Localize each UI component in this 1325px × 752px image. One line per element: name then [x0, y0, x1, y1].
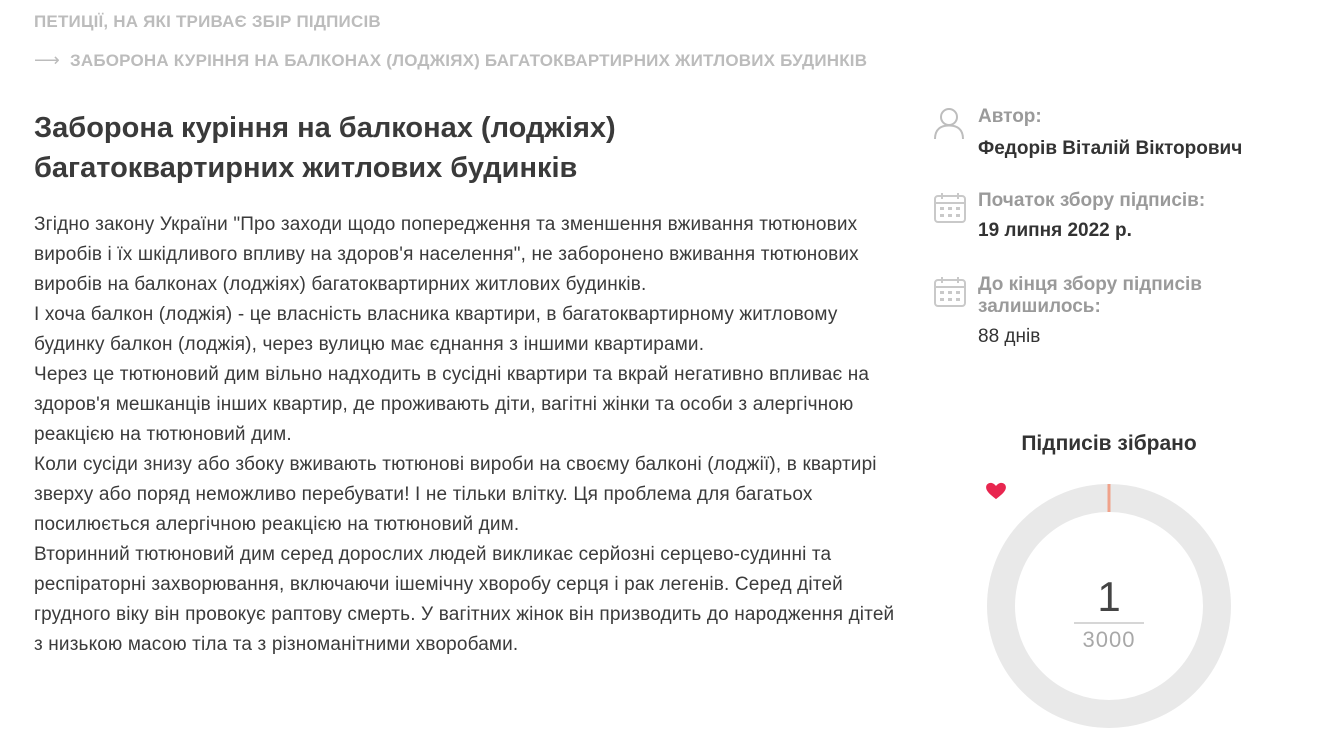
- calendar-icon: [932, 190, 968, 226]
- breadcrumb-current: [34, 50, 867, 71]
- signatures-goal: 3000: [1082, 627, 1136, 652]
- petition-title: [34, 108, 754, 188]
- breadcrumb-parent-link[interactable]: ПЕТИЦІЇ, НА ЯКІ ТРИВАЄ ЗБІР ПІДПИСІВ: [34, 12, 381, 31]
- remaining-label: До кінця збору підписів залишилось:: [978, 274, 1202, 317]
- petition-body: [34, 210, 904, 660]
- remaining-block: [932, 274, 1312, 354]
- author-name: Федорів Віталій Вікторович: [978, 138, 1243, 159]
- petition-paragraph: Згідно закону України "Про заходи щодо попередження та зменшення вживання тютюнових виробів і їх шкідливого впливу на здоров'я населення", не заборонено вживання тютюнових виробів на балконах (лоджіях) багатоквартирних житлових будинків.: [34, 214, 859, 295]
- count-divider: [1074, 622, 1144, 624]
- user-icon: [932, 106, 968, 142]
- petition-paragraph: Вторинний тютюновий дим серед дорослих людей викликає серйозні серцево-судинні та респіраторні захворювання, включаючи ішемічну хворобу серця і рак легенів. Серед дітей грудного віку він провокує раптову смерть. У вагітних жінок він призводить до народження дітей з низькою масою тіла та з різноманітними хворобами.: [34, 544, 895, 655]
- petition-title-line2: багатоквартирних житлових будинків: [34, 152, 578, 184]
- petition-paragraph: І хоча балкон (лоджія) - це власність власника квартири, в багатоквартирному житловому будинку балкон (лоджія), через вулицю має єднання з іншими квартирами.: [34, 304, 838, 355]
- signatures-title: Підписів зібрано: [1021, 432, 1197, 455]
- start-date-label: Початок збору підписів:: [978, 190, 1206, 211]
- breadcrumb-current-label: ЗАБОРОНА КУРІННЯ НА БАЛКОНАХ (ЛОДЖІЯХ) БАГАТОКВАРТИРНИХ ЖИТЛОВИХ БУДИНКІВ: [70, 50, 868, 70]
- remaining-value: 88 днів: [978, 326, 1041, 347]
- petition-paragraph: Коли сусіди знизу або збоку вживають тютюнові вироби на своєму балконі (лоджії), в квартирі зверху або поряд неможливо перебувати! І не тільки влітку. Ця проблема для багатьох посилюється алергічною реакцією на тютюновий дим.: [34, 454, 877, 535]
- petition-paragraph: Через це тютюновий дим вільно надходить в сусідні квартири та вкрай негативно впливає на здоров'я мешканців інших квартир, де проживають діти, вагітні жінки та особи з алергічною реакцією на тютюновий дим.: [34, 364, 870, 445]
- signatures-progress-ring: [985, 482, 1233, 730]
- author-label: Автор:: [978, 106, 1042, 127]
- start-date-value: 19 липня 2022 р.: [978, 220, 1132, 241]
- petition-title-line1: Заборона куріння на балконах (лоджіях): [34, 112, 616, 144]
- author-block: [932, 106, 1312, 166]
- heart-icon: [985, 482, 1007, 500]
- calendar-icon: [932, 274, 968, 310]
- start-date-block: [932, 190, 1312, 250]
- signatures-count: 1: [1097, 573, 1121, 620]
- arrow-right-icon: ⟶: [34, 50, 61, 70]
